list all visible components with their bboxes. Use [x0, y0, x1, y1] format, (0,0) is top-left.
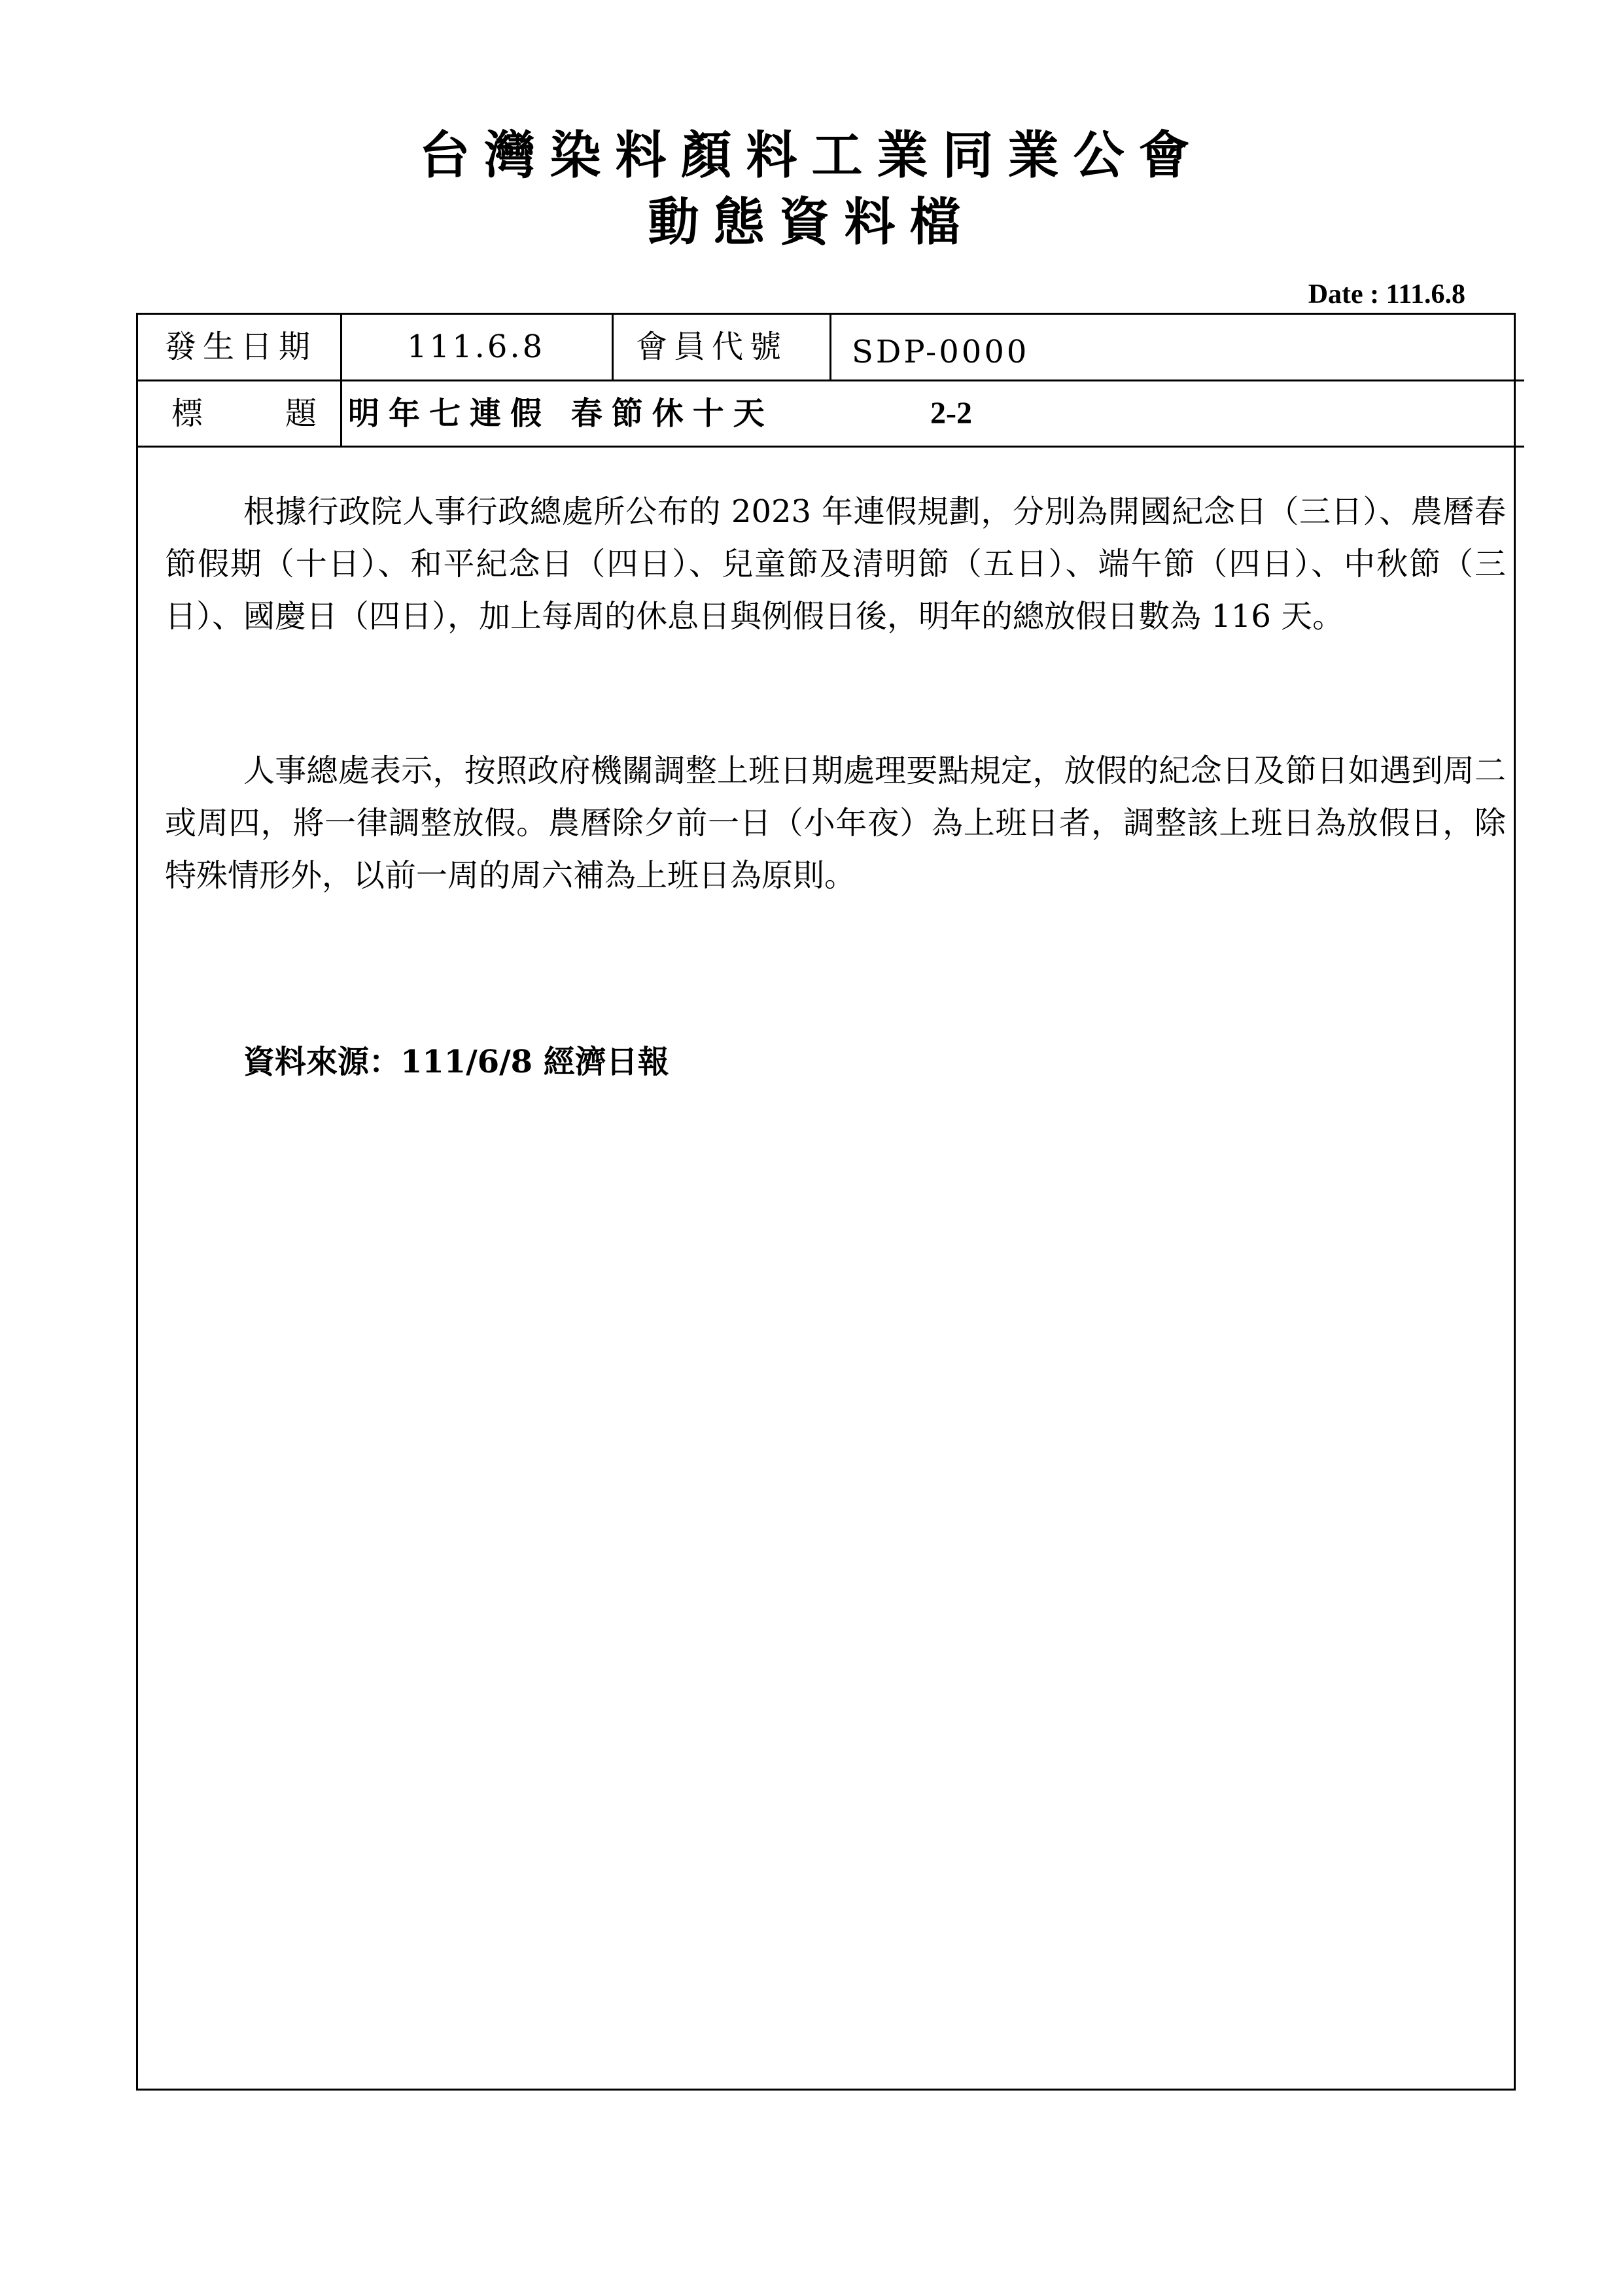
member-code-value: SDP-0000 [852, 334, 1030, 370]
subject-label: 標 題 [171, 395, 324, 432]
body-paragraph-1: 根據行政院人事行政總處所公布的 2023 年連假規劃，分別為開國紀念日（三日）、農曆春節假期（十日）、和平紀念日（四日）、兒童節及清明節（五日）、端午節（四日）、中秋節（三日）、國慶日（四日），加上每周的休息日與例假日後，明年的總放假日數為 116 天。 [165, 493, 1506, 635]
data-source: 資料來源：111/6/8 經濟日報 [243, 1044, 669, 1080]
table-column-divider [340, 313, 342, 448]
document-title: 動態資料檔 [648, 192, 975, 252]
table-column-divider [829, 313, 831, 381]
page-reference: 2-2 [930, 396, 972, 431]
subject-value: 明年七連假 春節休十天 [348, 395, 774, 432]
occurrence-date-value: 111.6.8 [407, 328, 546, 365]
occurrence-date-label: 發生日期 [165, 328, 317, 365]
document-date: Date : 111.6.8 [1308, 279, 1465, 309]
body-paragraph-2: 人事總處表示，按照政府機關調整上班日期處理要點規定，放假的紀念日及節日如遇到周二或周四，將一律調整放假。農曆除夕前一日（小年夜）為上班日者，調整該上班日為放假日，除特殊情形外，以前一周的周六補為上班日為原則。 [165, 752, 1506, 894]
table-column-divider [612, 313, 614, 381]
table-row-divider [136, 446, 1524, 448]
member-code-label: 會員代號 [636, 328, 788, 365]
organization-title: 台灣染料顏料工業同業公會 [419, 126, 1204, 185]
